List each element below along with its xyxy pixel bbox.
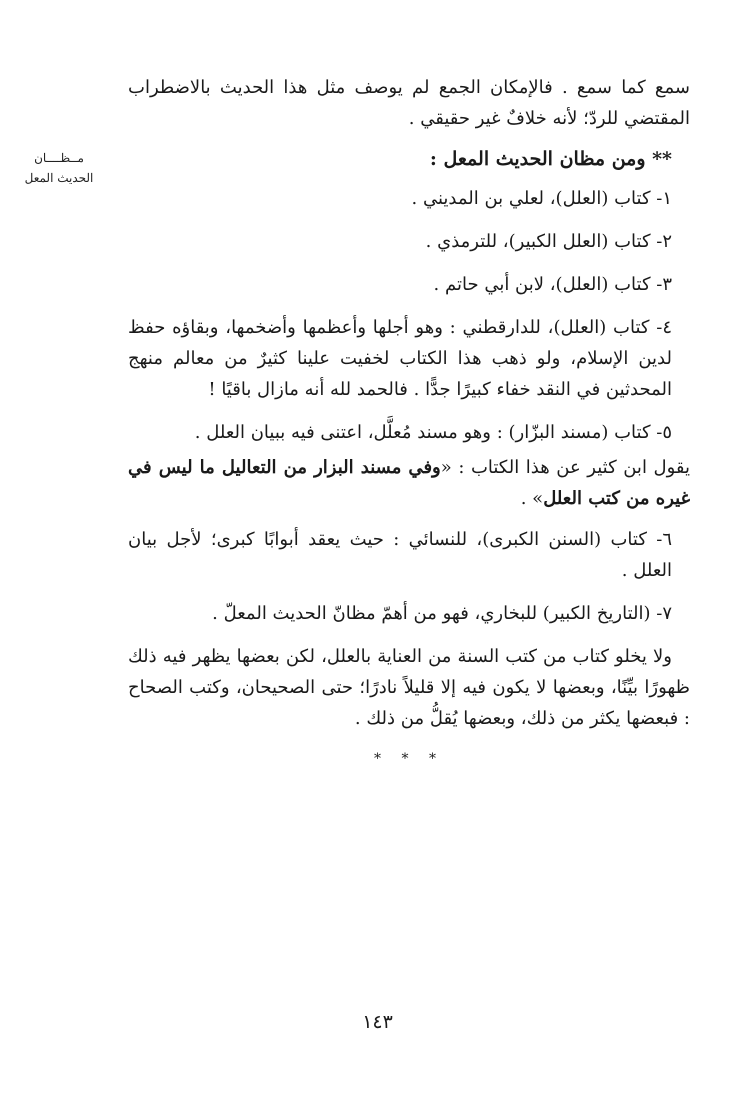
quote-paragraph bbox=[128, 452, 690, 514]
page-number: ١٤٣ bbox=[362, 1011, 393, 1033]
list-item-5: ٥- كتاب (مسند البزّار) : وهو مسند مُعلَّل، اعتنى فيه ببيان العلل . bbox=[194, 422, 672, 443]
margin-note-line2: الحديث المعل bbox=[24, 171, 94, 185]
section-separator: * * * bbox=[374, 751, 444, 767]
section-heading: ** ومن مظان الحديث المعل : bbox=[429, 148, 672, 170]
margin-note bbox=[14, 148, 104, 188]
quote-prefix: يقول ابن كثير عن هذا الكتاب : « bbox=[440, 457, 690, 478]
quote-bold: وفي مسند البزار من التعاليل ما ليس في غيره من كتب العلل bbox=[128, 457, 690, 509]
margin-note-line1: مــظــــان bbox=[34, 151, 84, 165]
main-text bbox=[128, 72, 690, 775]
quote-suffix: » . bbox=[520, 488, 544, 509]
list-item-3: ٣- كتاب (العلل)، لابن أبي حاتم . bbox=[433, 274, 672, 295]
list-item-6: ٦- كتاب (السنن الكبرى)، للنسائي : حيث يعقد أبوابًا كبرى؛ لأجل بيان العلل . bbox=[128, 529, 672, 581]
list-item-4: ٤- كتاب (العلل)، للدارقطني : وهو أجلها وأعظمها وأضخمها، وبقاؤه حفظ لدين الإسلام، ولو ذهب هذا الكتاب لخفيت علينا كثيرٌ من معالم منهج المحدثين في النقد خفاء كبيرًا جدًّا . فالحمد لله أنه مازال باقيًا ! bbox=[128, 317, 672, 400]
list-item-7: ٧- (التاريخ الكبير) للبخاري، فهو من أهمّ مظانّ الحديث المعلّ . bbox=[212, 603, 672, 624]
closing-paragraph: ولا يخلو كتاب من كتب السنة من العناية بالعلل، لكن بعضها يظهر فيه ذلك ظهورًا بيِّنًا، وبعضها لا يكون فيه إلا قليلاً نادرًا؛ حتى الصحيحان، وكتب الصحاح : فبعضها يكثر من ذلك، وبعضها يُقلُّ من ذلك . bbox=[128, 646, 690, 729]
list-item-1: ١- كتاب (العلل)، لعلي بن المديني . bbox=[411, 188, 672, 209]
intro-paragraph: سمع كما سمع . فالإمكان الجمع لم يوصف مثل هذا الحديث بالاضطراب المقتضي للردّ؛ لأنه خلافٌ غير حقيقي . bbox=[128, 77, 690, 129]
list-item-2: ٢- كتاب (العلل الكبير)، للترمذي . bbox=[425, 231, 672, 252]
